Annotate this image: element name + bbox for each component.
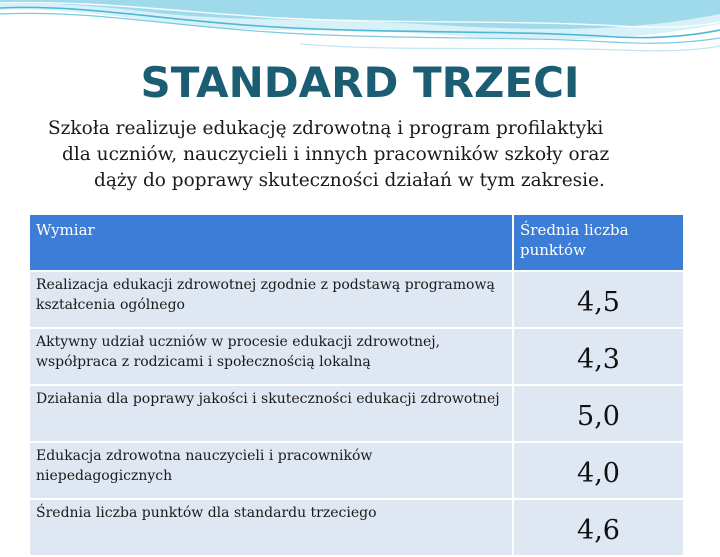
header-dimension: Wymiar: [29, 214, 513, 271]
row-label: Edukacja zdrowotna nauczycieli i pracowników niepedagogicznych: [29, 442, 513, 499]
intro-line-1: Szkoła realizuje edukację zdrowotną i program profilaktyki: [48, 118, 604, 139]
row-value: 4,5: [513, 271, 684, 328]
table-row: [29, 385, 684, 442]
row-value: 4,3: [513, 328, 684, 385]
table-header-row: [29, 214, 684, 271]
table-row-summary: [29, 499, 684, 556]
header-average-score: Średnia liczba punktów: [513, 214, 684, 271]
table-row: [29, 442, 684, 499]
table-row: [29, 271, 684, 328]
row-value: 4,6: [513, 499, 684, 556]
table-row: [29, 328, 684, 385]
row-label: Aktywny udział uczniów w procesie edukacji zdrowotnej, współpraca z rodzicami i społecznością lokalną: [29, 328, 513, 385]
row-label: Średnia liczba punktów dla standardu trzeciego: [29, 499, 513, 556]
row-label: Działania dla poprawy jakości i skuteczności edukacji zdrowotnej: [29, 385, 513, 442]
wave-line-4: [300, 44, 720, 51]
intro-text: [36, 116, 696, 194]
row-value: 5,0: [513, 385, 684, 442]
score-table: [28, 213, 685, 557]
row-value: 4,0: [513, 442, 684, 499]
intro-line-3: dąży do poprawy skuteczności działań w tym zakresie.: [94, 170, 605, 191]
page-title: STANDARD TRZECI: [140, 58, 580, 107]
intro-line-2: dla uczniów, nauczycieli i innych pracowników szkoły oraz: [62, 144, 610, 165]
row-label: Realizacja edukacji zdrowotnej zgodnie z podstawą programową kształcenia ogólnego: [29, 271, 513, 328]
